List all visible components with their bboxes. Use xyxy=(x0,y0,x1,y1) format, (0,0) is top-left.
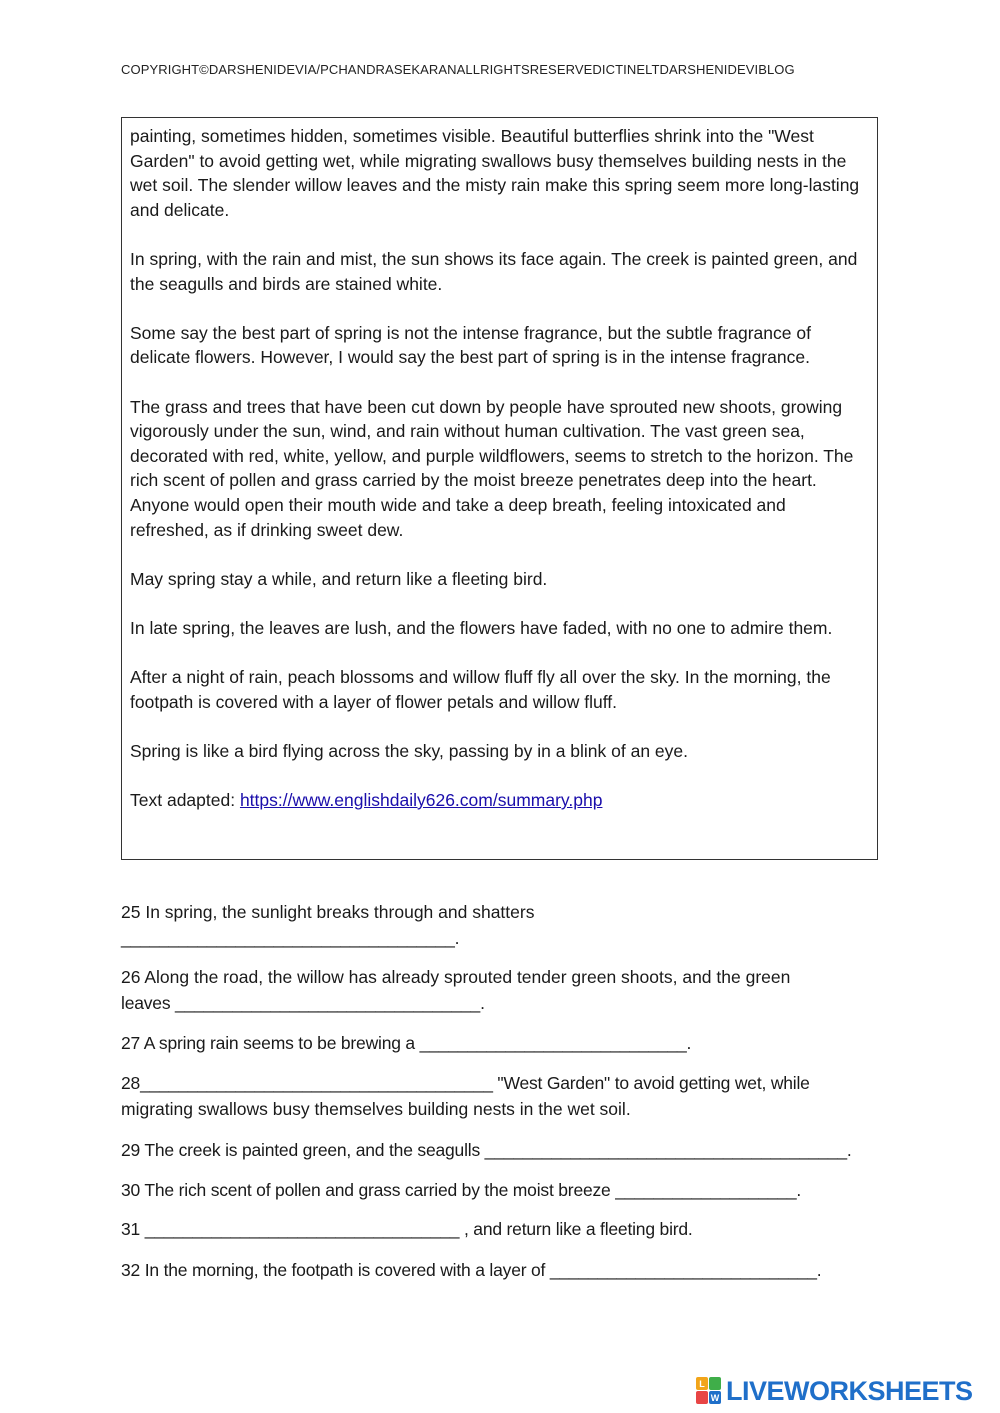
passage-paragraph: In late spring, the leaves are lush, and the flowers have faded, with no one to admire them. xyxy=(130,617,833,638)
question-text[interactable]: 29 The creek is painted green, and the seagulls ______________________________________. xyxy=(121,1140,852,1160)
question-text[interactable]: 28_____________________________________ "West Garden" to avoid getting wet, while xyxy=(121,1073,810,1093)
logo-block-red xyxy=(696,1391,708,1404)
passage-paragraph: In spring, with the rain and mist, the sun shows its face again. The creek is painted green, and the seagulls and birds are stained white. xyxy=(130,248,858,294)
source-link[interactable]: https://www.englishdaily626.com/summary.php xyxy=(239,790,603,811)
logo-letter-l: L xyxy=(696,1377,708,1390)
question-text[interactable]: 27 A spring rain seems to be brewing a ____________________________. xyxy=(121,1033,692,1053)
copyright-notice: COPYRIGHT©DARSHENIDEVIA/PCHANDRASEKARANALLRIGHTSRESERVEDICTINELTDARSHENIDEVIBLOG xyxy=(121,62,795,77)
passage-paragraph: painting, sometimes hidden, sometimes visible. Beautiful butterflies shrink into the "West Garden" to avoid getting wet, while migrating swallows busy themselves building nests in the wet soil. The slender willow leaves and the misty rain make this spring seem more long-lasting and delicate. xyxy=(130,126,860,220)
passage-paragraph: Spring is like a bird flying across the sky, passing by in a blink of an eye. xyxy=(130,740,689,761)
source-line xyxy=(130,788,869,813)
question-text[interactable]: 31 _________________________________ , and return like a fleeting bird. xyxy=(121,1219,693,1239)
question-26 xyxy=(121,964,881,1016)
question-text: 25 In spring, the sunlight breaks through and shatters xyxy=(121,902,535,922)
question-27 xyxy=(121,1030,881,1056)
reading-passage xyxy=(121,117,878,860)
question-text[interactable]: 32 In the morning, the footpath is covered with a layer of ____________________________. xyxy=(121,1260,822,1280)
question-30 xyxy=(121,1177,881,1203)
passage-paragraph: After a night of rain, peach blossoms and willow fluff fly all over the sky. In the morning, the footpath is covered with a layer of flower petals and willow fluff. xyxy=(130,667,831,712)
liveworksheets-logo xyxy=(696,1376,973,1406)
question-text[interactable]: 30 The rich scent of pollen and grass carried by the moist breeze ___________________. xyxy=(121,1180,802,1200)
question-32 xyxy=(121,1257,881,1283)
logo-block-green xyxy=(709,1377,721,1390)
question-text: 26 Along the road, the willow has already sprouted tender green shoots, and the green xyxy=(121,967,791,987)
answer-blank[interactable]: ___________________________________. xyxy=(121,928,460,948)
question-29 xyxy=(121,1137,881,1163)
logo-text: LIVEWORKSHEETS xyxy=(726,1376,973,1406)
passage-paragraph: The grass and trees that have been cut down by people have sprouted new shoots, growing vigorously under the sun, wind, and rain without human cultivation. The vast green sea, decorated with red, white, yellow, and purple wildflowers, seems to stretch to the horizon. The rich scent of pollen and grass carried by the moist breeze penetrates deep into the heart. Anyone would open their mouth wide and take a deep breath, feeling intoxicated and refreshed, as if drinking sweet dew. xyxy=(130,396,854,540)
logo-letter-w: W xyxy=(710,1392,720,1403)
question-28 xyxy=(121,1070,881,1122)
question-25 xyxy=(121,899,881,951)
question-31 xyxy=(121,1216,881,1242)
answer-blank[interactable]: leaves ________________________________. xyxy=(121,993,485,1013)
passage-paragraph: May spring stay a while, and return like a fleeting bird. xyxy=(130,568,548,589)
source-label: Text adapted: xyxy=(130,790,240,811)
passage-paragraph: Some say the best part of spring is not the intense fragrance, but the subtle fragrance of delicate flowers. However, I would say the best part of spring is in the intense fragrance. xyxy=(130,322,811,368)
logo-icon xyxy=(696,1377,722,1405)
question-text-continued: migrating swallows busy themselves building nests in the wet soil. xyxy=(121,1099,631,1119)
